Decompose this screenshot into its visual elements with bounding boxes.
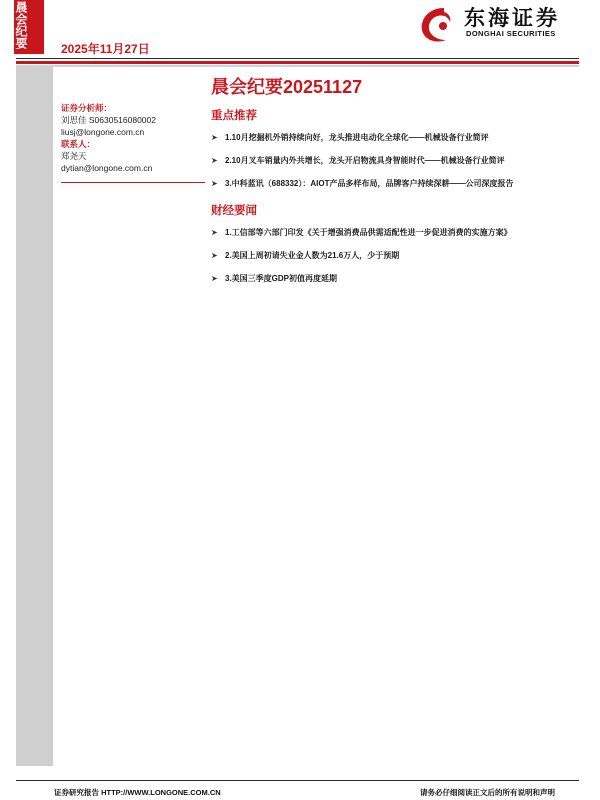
- arrow-icon: ➤: [211, 156, 218, 165]
- report-type-tag: 晨会纪要: [14, 0, 44, 54]
- analyst-divider: [61, 182, 205, 183]
- analyst-email[interactable]: liusj@longone.com.cn: [61, 127, 145, 137]
- arrow-icon: ➤: [211, 179, 218, 188]
- report-date: 2025年11月27日: [61, 42, 150, 56]
- contact-name: 郑尧天: [61, 151, 87, 161]
- analyst-name-cert: 刘思佳 S0630516080002: [61, 115, 156, 125]
- arrow-icon: ➤: [211, 274, 218, 283]
- list-item[interactable]: [211, 228, 581, 251]
- footer-website[interactable]: 证券研究报告 HTTP://WWW.LONGONE.COM.CN: [54, 788, 221, 797]
- footer-disclaimer: 请务必仔细阅读正文后的所有说明和声明: [420, 788, 555, 797]
- analyst-label: 证券分析师：: [61, 103, 113, 113]
- arrow-icon: ➤: [211, 133, 218, 142]
- list-item-text: 1.10月挖掘机外销持续向好，龙头推进电动化全球化——机械设备行业简评: [225, 133, 489, 142]
- footer-divider: [16, 780, 579, 781]
- section-heading-key-recommendations: 重点推荐: [211, 110, 257, 122]
- section-heading-financial-news: 财经要闻: [211, 205, 257, 217]
- contact-label: 联系人：: [61, 139, 96, 149]
- list-item[interactable]: [211, 133, 581, 156]
- key-recommendations-list: [211, 133, 581, 202]
- list-item[interactable]: [211, 179, 581, 202]
- list-item-text: 3.美国三季度GDP初值再度延期: [225, 274, 338, 283]
- contact-email[interactable]: dytian@longone.com.cn: [61, 163, 153, 173]
- page-title: 晨会纪要20251127: [211, 77, 363, 97]
- list-item[interactable]: [211, 251, 581, 274]
- arrow-icon: ➤: [211, 228, 218, 237]
- arrow-icon: ➤: [211, 251, 218, 260]
- logo-chinese-name: 东海证券: [464, 6, 560, 30]
- analyst-info: [61, 102, 209, 174]
- donghai-logo-icon: [414, 2, 458, 46]
- list-item-text: 2.美国上周初请失业金人数为21.6万人，少于预期: [225, 251, 400, 260]
- header-grey-rule: [16, 65, 579, 67]
- list-item[interactable]: [211, 156, 581, 179]
- header-divider: [16, 58, 579, 59]
- list-item-text: 3.中科蓝讯（688332）：AIOT产品多样布局，品牌客户持续深耕——公司深度报告: [225, 179, 514, 188]
- list-item-text: 2.10月叉车销量内外共增长，龙头开启物流具身智能时代——机械设备行业简评: [225, 156, 505, 165]
- left-sidebar-bar: [16, 66, 53, 766]
- logo-english-name: DONGHAI SECURITIES: [466, 29, 556, 38]
- list-item-text: 1.工信部等六部门印发《关于增强消费品供需适配性进一步促进消费的实施方案》: [225, 228, 512, 237]
- financial-news-list: [211, 228, 581, 297]
- list-item[interactable]: [211, 274, 581, 297]
- company-logo: [414, 0, 584, 48]
- header-red-rule: [16, 61, 579, 64]
